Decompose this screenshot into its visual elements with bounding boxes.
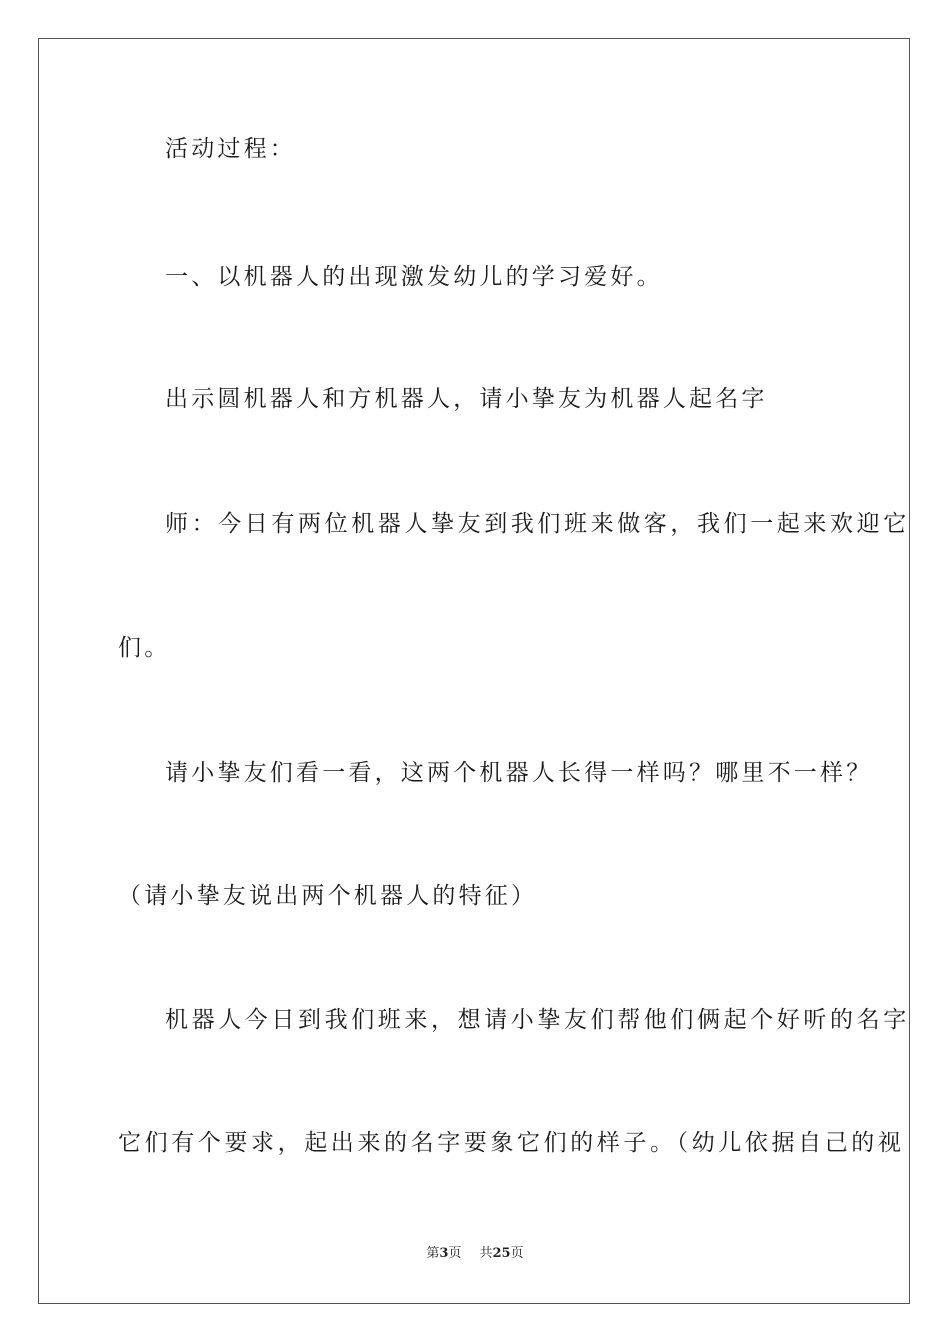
- paragraph-naming-request: 机器人今日到我们班来，想请小挚友们帮他们俩起个好听的名字: [165, 1007, 910, 1033]
- paragraph-show-robots: 出示圆机器人和方机器人，请小挚友为机器人起名字: [165, 386, 768, 412]
- footer-total-suffix: 页: [510, 1246, 524, 1261]
- page-footer: [0, 1246, 950, 1262]
- paragraph-teacher-line: 师：今日有两位机器人挚友到我们班来做客，我们一起来欢迎它: [165, 511, 910, 537]
- paragraph-look-question: 请小挚友们看一看，这两个机器人长得一样吗？哪里不一样？: [165, 760, 873, 786]
- page-border: [38, 38, 910, 1304]
- paragraph-activity-process: 活动过程：: [165, 136, 296, 162]
- footer-page-number: 3: [439, 1246, 449, 1261]
- paragraph-features-note: （请小挚友说出两个机器人的特征）: [118, 883, 538, 909]
- footer-page-suffix: 页: [448, 1246, 462, 1261]
- footer-total-pages: 25: [492, 1246, 511, 1261]
- footer-page-prefix: 第: [426, 1246, 440, 1261]
- paragraph-section-one: 一、以机器人的出现激发幼儿的学习爱好。: [165, 264, 663, 290]
- paragraph-naming-requirement: 它们有个要求，起出来的名字要象它们的样子。（幼儿依据自己的视: [118, 1130, 905, 1156]
- paragraph-teacher-line-continued: 们。: [118, 635, 171, 661]
- footer-total-prefix: 共: [479, 1246, 493, 1261]
